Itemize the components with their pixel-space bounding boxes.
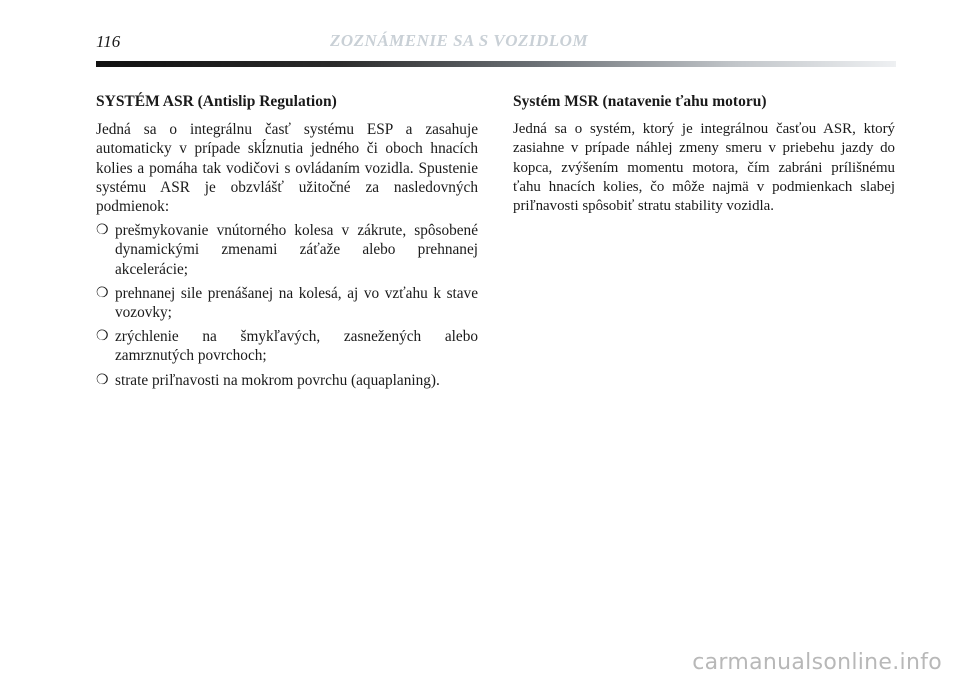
list-item <box>96 221 478 279</box>
list-item-text: zrýchlenie na šmykľavých, zasnežených alebo zamrznutých povrchoch; <box>115 328 478 365</box>
right-column <box>513 92 895 221</box>
asr-heading: SYSTÉM ASR (Antislip Regulation) <box>96 93 337 110</box>
left-column <box>96 92 478 395</box>
msr-heading: Systém MSR (natavenie ťahu motoru) <box>513 93 767 110</box>
list-item <box>96 371 478 390</box>
list-item-text: strate priľnavosti na mokrom povrchu (aquaplaning). <box>115 371 440 389</box>
list-item-text: prehnanej sile prenášanej na kolesá, aj vo vzťahu k stave vozovky; <box>115 284 478 322</box>
page-number: 116 <box>96 32 121 51</box>
asr-conditions-list <box>96 221 478 390</box>
list-item-text: prešmykovanie vnútorného kolesa v zákrute, spôsobené dynamickými zmenami záťaže alebo prehnanej akcelerácie; <box>115 222 478 278</box>
list-item <box>96 327 478 365</box>
msr-body-paragraph: Jedná sa o systém, ktorý je integrálnou časťou ASR, ktorý zasiahne v prípade náhlej zmeny smeru v priebehu jazdy do kopca, zvýšením momentu motora, čím zabráni prílišnému ťahu hnacích kolies, čo môže najmä v podmienkach slabej priľnavosti spôsobiť stratu stability vozidla. <box>513 121 895 215</box>
circle-bullet-icon: ❍ <box>96 223 109 239</box>
asr-intro-paragraph: Jedná sa o integrálnu časť systému ESP a zasahuje automaticky v prípade skĺznutia jedného či oboch hnacích kolies a pomáha tak vodičovi s ovládaním vozidla. Spustenie systému ASR je obzvlášť užitočné za nasledovných podmienok: <box>96 121 478 216</box>
circle-bullet-icon: ❍ <box>96 329 109 345</box>
header-rule <box>96 61 896 67</box>
list-item <box>96 284 478 322</box>
circle-bullet-icon: ❍ <box>96 285 109 301</box>
circle-bullet-icon: ❍ <box>96 372 109 388</box>
footer-watermark[interactable]: carmanualsonline.info <box>692 650 942 675</box>
running-head: ZOZNÁMENIE SA S VOZIDLOM <box>330 31 589 50</box>
